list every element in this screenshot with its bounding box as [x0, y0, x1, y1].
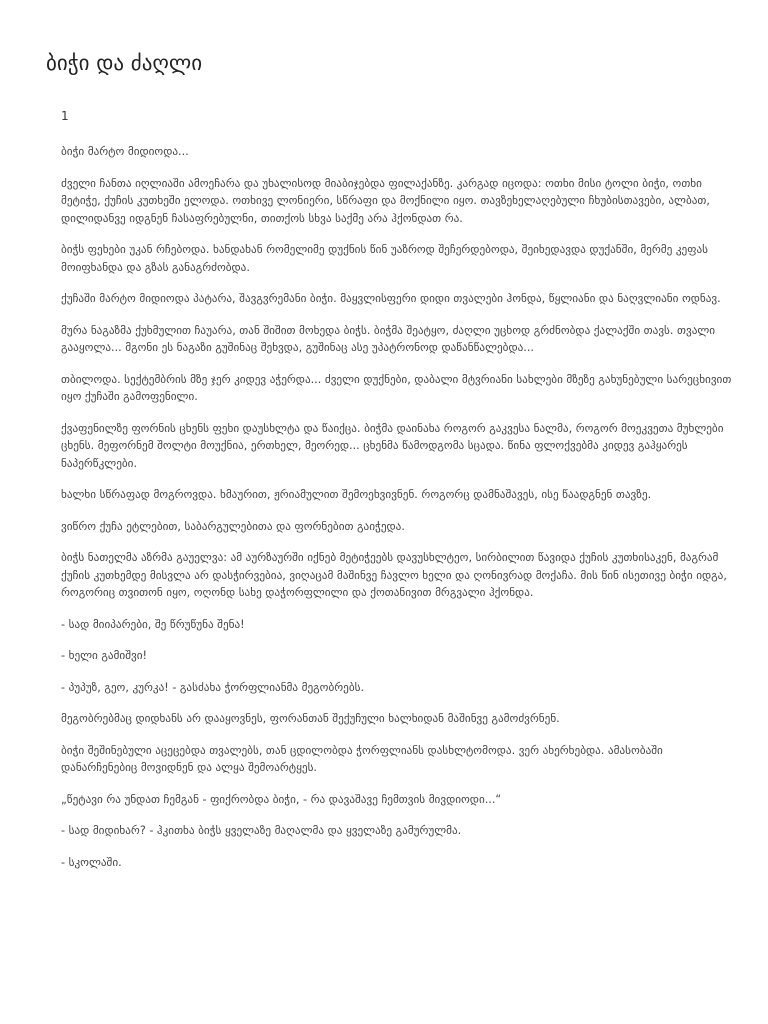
- paragraph: ბიჭი შეშინებული აცეცებდა თვალებს, თან ცდილობდა ჭორფლიანს დასხლტომოდა. ვერ ახერხებდა. ამასობაში დანარჩენებიც მოვიდნენ და ალყა შემოარტყეს.: [61, 743, 663, 774]
- dialogue-line: - სკოლაში.: [61, 855, 122, 869]
- paragraph: „წეტავი რა უნდათ ჩემგან - ფიქრობდა ბიჭი, - რა დავაშავე ჩემთვის მივდიოდი...“: [61, 792, 502, 806]
- chapter-number: 1: [61, 109, 69, 123]
- paragraph: მეგობრებმაც დიდხანს არ დააყოვნეს, ფორანთან შექუჩული ხალხიდან მაშინვე გამოძვრნენ.: [61, 712, 560, 725]
- paragraph: ხალხი სწრაფად მოგროვდა. ხმაურით, ჟრიამულით შემოეხვივნენ. როგორც დამნაშავეს, ისე წაადგნენ თავზე.: [61, 488, 652, 501]
- dialogue-line: - სად მიიპარები, შე წრუწუნა შენა!: [61, 617, 245, 631]
- paragraph: ქუჩაში მარტო მიდიოდა პატარა, შავგვრემანი ბიჭი. მაყვლისფერი დიდი თვალები ჰონდა, წყლიანი და ნაღვლიანი ოდნავ.: [61, 292, 721, 305]
- page-title: ბიჭი და ძაღლი: [46, 51, 203, 75]
- paragraph: ძველი ჩანთა იღლიაში ამოეჩარა და უხალისოდ მიაბიჯებდა ფილაქანზე. კარგად იცოდა: ოთხი მისი ტოლი ბიჭი, ოთხი მეტიჭე, ქუჩის კუთხეში ელოდა. ოთხივე ლონიერი, სწრაფი და მოქნილი იყო. თავზეხელაღებული ჩხუბისთავები, ალბათ, დილიდანვე იდგნენ ჩასაფრებულნი, თითქოს სხვა საქმე არა ჰქონდათ რა.: [61, 176, 710, 225]
- story-content: [61, 108, 741, 885]
- paragraph: ბიჭს ფეხები უკან რჩებოდა. ხანდახან რომელიმე დუქნის წინ უაზროდ შეჩერდებოდა, შეიხედავდა დუქანში, მერმე კეფას მოიფხანდა და გზას განაგრძობდა.: [61, 243, 709, 274]
- paragraph: ქვაფენილზე ფორნის ცხენს ფეხი დაუსხლტა და წაიქცა. ბიჭმა დაინახა როგორ გაკვესა ნალმა, როგორ მოეკვეთა მუხლები ცხენს. მეფორნემ შოლტი მოუქნია, ერთხელ, მეორედ... ცხენმა წამოდგომა სცადა. წინა ფლოქვებმა კიდევ გაჰყარეს ნაპერწკლები.: [61, 421, 724, 470]
- dialogue-line: - ხელი გამიშვი!: [61, 649, 147, 662]
- paragraph: ბიჭი მარტო მიდიოდა...: [61, 145, 189, 158]
- paragraph: მურა ნაგაზმა ქუხმულით ჩაუარა, თან შიშით მოხედა ბიჭს. ბიჭმა შეატყო, ძაღლი უცხოდ გრძნობდა ქალაქში თავს. თვალი გააყოლა... მგონი ეს ნაგაზი გუშინაც შეხვდა, გუშინაც ასე უპატრონოდ დაწანწალებდა...: [61, 323, 716, 354]
- paragraph: ვიწრო ქუჩა ეტლებით, საბარგულებითა და ფორნებით გაიჭედა.: [61, 519, 405, 533]
- dialogue-line: - პუპუზ, გეო, კურკა! - გასძახა ჭორფლიანმა მეგობრებს.: [61, 680, 365, 694]
- dialogue-line: - სად მიდიხარ? - ჰკითხა ბიჭს ყველაზე მაღალმა და ყველაზე გამურულმა.: [61, 824, 462, 837]
- paragraph: ბიჭს ნათელმა აზრმა გაუელვა: ამ აურზაურში იქნებ მეტიჭეებს დავუსხლტეო, სირბილით წავიდა ქუჩის კუთხისაკენ, მაგრამ ქუჩის კუთხემდე მისვლა არ დასჭირვებია, ვიღაცამ მაშინვე ჩავლო ხელი და ღონივრად მოქაჩა. მის წინ ისეთივე ბიჭი იდგა, როგორიც თვითონ იყო, ოღონდ სახე დაჭორფლილი და ქოთანივით მრგვალი ჰქონდა.: [61, 551, 727, 599]
- paragraph: თბილოდა. სექტემბრის მზე ჯერ კიდევ აჭერდა... ძველი დუქნები, დაბალი მტვრიანი სახლები მზეზე გახუნებული სარეცხივით იყო ქუჩაში გამოფენილი.: [61, 372, 732, 403]
